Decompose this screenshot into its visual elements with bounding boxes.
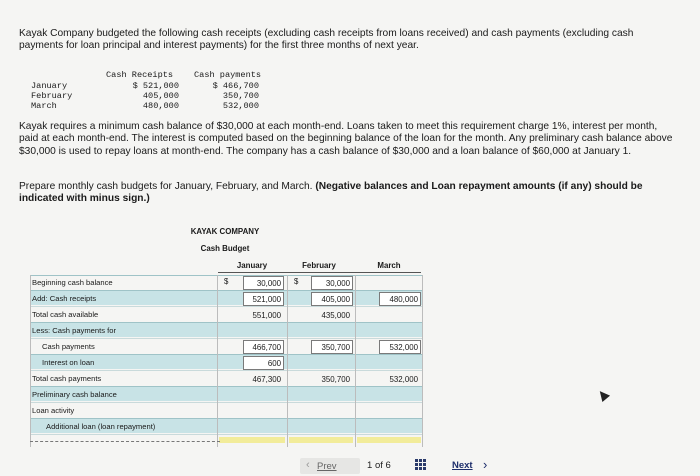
given-payments-mar: 532,000 [222,101,259,111]
label-interest: Interest on loan [42,358,95,367]
dollar-sign-feb: $ [294,277,299,286]
label-beginning-cash: Beginning cash balance [32,278,113,287]
value-mar-total-payments: 532,000 [389,375,418,384]
instruction-bold: (Negative balances and Loan repayment amounts (if any) should be indicated with minus sign.) [19,181,643,205]
prev-button[interactable] [300,458,360,474]
prev-label: Prev [317,461,337,472]
label-cash-payments: Cash payments [42,342,95,351]
input-feb-receipts[interactable]: 405,000 [311,292,353,306]
label-total-payments: Total cash payments [32,374,102,383]
next-button[interactable] [448,457,500,473]
value-jan-total-payments: 467,300 [252,375,281,384]
given-month-feb: February [31,91,73,101]
chevron-left-icon: ‹ [306,459,310,471]
input-jan-interest[interactable]: 600 [243,356,284,370]
label-additional-loan: Additional loan (loan repayment) [46,422,156,431]
input-jan-cash-payments[interactable]: 466,700 [243,340,284,354]
input-jan-beginning[interactable]: 30,000 [243,276,284,290]
page-total: 6 [385,460,391,471]
requirements-text: Kayak requires a minimum cash balance of $30,000 at each month-end. Loans taken to meet this requirement charge 1%, interest per month, paid at each month-end. The interest is computed based on the beginning balance of the loan for the month. Any preliminary cash balance above $30,000 is used to repay loans at month-end. The company has a cash balance of $30,000 and a loan balance of $60,000 at January 1. [19,121,673,157]
input-jan-receipts[interactable]: 521,000 [243,292,284,306]
given-receipts-header: Cash Receipts [106,70,174,80]
header-rule [218,272,421,273]
given-payments-header: Cash payments [194,70,262,80]
given-month-jan: January [31,81,68,91]
col-header-mar: March [377,261,401,270]
budget-title: Cash Budget [200,244,250,253]
input-feb-cash-payments[interactable]: 350,700 [311,340,353,354]
next-label: Next [452,460,473,471]
cursor-arrow-icon [596,388,610,402]
budget-company: KAYAK COMPANY [190,227,260,236]
page-indicator [367,460,391,471]
instruction-plain: Prepare monthly cash budgets for January, February, and March. [19,181,316,192]
label-loan-activity: Loan activity [32,406,75,415]
input-jan-additional-loan[interactable] [219,437,285,443]
input-mar-additional-loan[interactable] [357,437,421,443]
input-feb-additional-loan[interactable] [289,437,353,443]
intro-text: Kayak Company budgeted the following cash receipts (excluding cash receipts from loans received) and cash payments (excluding cash payments for loan principal and interest payments) for the first three months of next year. [19,28,634,52]
value-feb-total-payments: 350,700 [321,375,350,384]
value-jan-total-available: 551,000 [252,311,281,320]
label-less-payments: Less: Cash payments for [32,326,116,335]
input-mar-receipts[interactable]: 480,000 [379,292,421,306]
label-preliminary: Preliminary cash balance [32,390,117,399]
given-receipts-feb: 405,000 [142,91,179,101]
dollar-sign-jan: $ [224,277,229,286]
col-header-feb: February [302,261,336,270]
chevron-right-icon: › [483,457,488,472]
label-total-available: Total cash available [32,310,99,319]
input-mar-cash-payments[interactable]: 532,000 [379,340,421,354]
table-cutoff [30,441,220,446]
given-month-mar: March [31,101,57,111]
given-receipts-mar: 480,000 [142,101,179,111]
input-feb-beginning[interactable]: 30,000 [311,276,353,290]
instruction-text [19,181,679,206]
page-of: of [374,460,383,471]
given-payments-feb: 350,700 [222,91,259,101]
given-payments-jan: $ 466,700 [212,81,259,91]
value-feb-total-available: 435,000 [321,311,350,320]
given-receipts-jan: $ 521,000 [132,81,179,91]
col-header-jan: January [236,261,268,270]
page-current: 1 [367,460,373,471]
grid-icon[interactable] [415,459,426,470]
label-cash-receipts: Add: Cash receipts [32,294,97,303]
